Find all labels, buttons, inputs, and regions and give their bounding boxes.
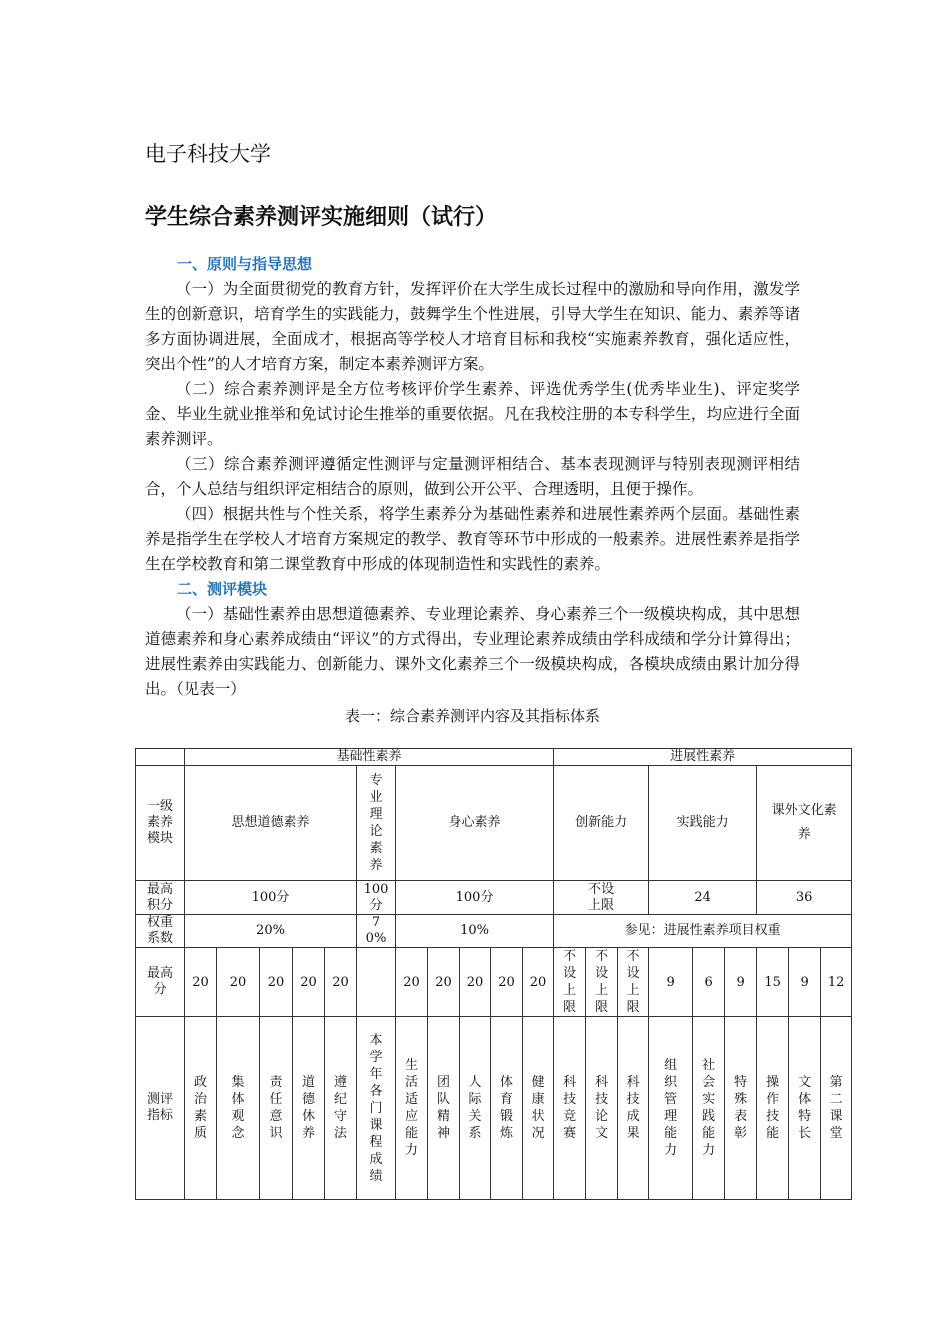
module-moral: 思想道德素养 [185,766,357,881]
max-practice: 24 [649,881,757,915]
score-cell: 6 [693,948,725,1017]
index-cell: 科技论文 [586,1017,618,1200]
score-cell: 20 [523,948,554,1017]
index-cell: 道德休养 [293,1017,325,1200]
score-cell: 20 [491,948,523,1017]
index-cell: 操作技能 [757,1017,789,1200]
index-cell: 第二课堂 [821,1017,852,1200]
score-cell: 20 [396,948,428,1017]
basic-header: 基础性素养 [185,749,554,766]
paragraph: （一）为全面贯彻党的教育方针，发挥评价在大学生成长过程中的激励和导向作用，激发学生的创新意识，培育学生的实践能力，鼓舞学生个性进展，引导大学生在知识、能力、素养等诸多方面协调进展，全面成才，根据高等学校人才培育目标和我校“实施素养教育，强化适应性，突出个性”的人才培育方案，制定本素养测评方案。 [145,280,800,373]
score-cell: 不设上限 [618,948,649,1017]
module-body: 身心素养 [396,766,554,881]
score-cell: 20 [460,948,491,1017]
index-cell: 组织管理能力 [649,1017,693,1200]
index-cell: 团队精神 [428,1017,460,1200]
score-cell [357,948,396,1017]
max-innovation: 不设上限 [554,881,649,915]
max-theory: 100分 [357,881,396,915]
score-cell: 20 [217,948,260,1017]
dev-header: 进展性素养 [554,749,852,766]
section-2-heading: 二、测评模块 [177,580,268,598]
weight-moral: 20% [185,915,357,948]
row-label: 一级素养模块 [136,766,185,881]
module-culture: 课外文化素养 [757,766,852,881]
table-row [136,948,852,1017]
max-body: 100分 [396,881,554,915]
document-body [145,252,800,729]
weight-dev: 参见：进展性素养项目权重 [554,915,852,948]
row-label: 测评指标 [136,1017,185,1200]
index-cell: 文体特长 [789,1017,821,1200]
row-label: 最高分 [136,948,185,1017]
module-theory: 专业理论素养 [357,766,396,881]
index-cell: 科技成果 [618,1017,649,1200]
index-cell: 生活适应能力 [396,1017,428,1200]
index-cell: 科技竞赛 [554,1017,586,1200]
score-cell: 9 [649,948,693,1017]
weight-theory: 70% [357,915,396,948]
paragraph: （四）根据共性与个性关系，将学生素养分为基础性素养和进展性素养两个层面。基础性素养是指学生在学校人才培育方案规定的教学、教育等环节中形成的一般素养。进展性素养是指学生在学校教育和第二课堂教育中形成的体现制造性和实践性的素养。 [145,505,800,573]
index-cell: 政治素质 [185,1017,217,1200]
index-cell: 本学年各门课程成绩 [357,1017,396,1200]
score-cell: 9 [725,948,757,1017]
score-cell: 20 [293,948,325,1017]
table-row [136,766,852,881]
row-label: 权重系数 [136,915,185,948]
score-cell: 20 [325,948,357,1017]
score-cell: 20 [185,948,217,1017]
max-moral: 100分 [185,881,357,915]
index-cell: 社会实践能力 [693,1017,725,1200]
weight-body: 10% [396,915,554,948]
max-culture: 36 [757,881,852,915]
paragraph: （一）基础性素养由思想道德素养、专业理论素养、身心素养三个一级模块构成，其中思想道德素养和身心素养成绩由“评议”的方式得出，专业理论素养成绩由学科成绩和学分计算得出；进展性素养由实践能力、创新能力、课外文化素养三个一级模块构成，各模块成绩由累计加分得出。（见表一） [145,605,800,698]
section-1-heading: 一、原则与指导思想 [177,255,313,273]
index-cell: 健康状况 [523,1017,554,1200]
score-cell: 20 [260,948,293,1017]
paragraph: （二）综合素养测评是全方位考核评价学生素养、评选优秀学生(优秀毕业生)、评定奖学金、毕业生就业推举和免试讨论生推举的重要依据。凡在我校注册的本专科学生，均应进行全面素养测评。 [145,380,800,448]
table-row [136,749,852,766]
table-row [136,1017,852,1200]
score-cell: 15 [757,948,789,1017]
module-practice: 实践能力 [649,766,757,881]
score-cell: 不设上限 [586,948,618,1017]
paragraph: （三）综合素养测评遵循定性测评与定量测评相结合、基本表现测评与特别表现测评相结合，个人总结与组织评定相结合的原则，做到公开公平、合理透明，且便于操作。 [145,455,800,498]
index-cell: 集体观念 [217,1017,260,1200]
index-cell: 体育锻炼 [491,1017,523,1200]
table-row [136,881,852,915]
evaluation-table [135,748,852,1200]
index-cell: 人际关系 [460,1017,491,1200]
index-cell: 遵纪守法 [325,1017,357,1200]
score-cell: 12 [821,948,852,1017]
table-caption: 表一：综合素养测评内容及其指标体系 [344,707,600,725]
document-title: 学生综合素养测评实施细则（试行） [145,205,498,230]
index-cell: 特殊表彰 [725,1017,757,1200]
corner-cell [136,749,185,766]
table-row [136,915,852,948]
index-cell: 责任意识 [260,1017,293,1200]
row-label: 最高积分 [136,881,185,915]
score-cell: 不设上限 [554,948,586,1017]
score-cell: 20 [428,948,460,1017]
module-innovation: 创新能力 [554,766,649,881]
university-name: 电子科技大学 [145,142,271,166]
score-cell: 9 [789,948,821,1017]
